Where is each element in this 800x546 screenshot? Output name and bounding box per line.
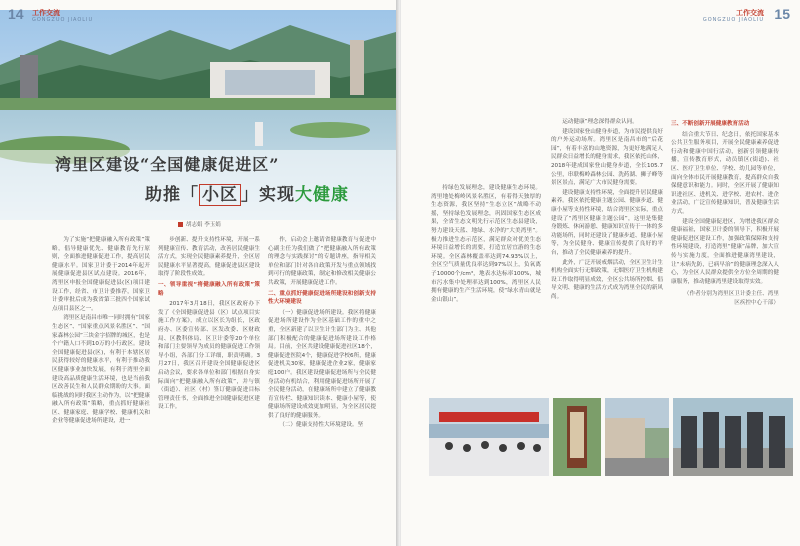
paragraph: 建设全国健康促进区，为增进我区群众健康福祉，国家卫计委的领导下，积极开展健康促进区建设工作，加强政策保障和支持性环境建设，打造湾里“健康”品牌，加大宣传与实施力度，全面推进健康湾里建设，让“未病先防，已病早治”的健康理念深入人心，为全区人民群众提供全方位全周期的健康服务，推动健康湾里建设取得实效。 (671, 218, 779, 285)
author-note: （作者分别为湾里区卫计委主任、湾里区疾控中心干部） (683, 291, 779, 306)
photo-street (605, 398, 669, 476)
page-number-right: 15 (774, 6, 790, 22)
section-heading-1: 一、领导重视“将健康融入所有政策”策略 (158, 281, 260, 297)
paragraph: （二）健康支持性大环境建设。坚 (279, 422, 364, 429)
paragraph: 建设健康支持性环境，全面提升居民健康素养。我区依托健康主题公园、健康步道、健康小屋等支持性环境，结合湾里区实际，重点建设了“湾里区健康主题公园”，这里是集健身锻炼、休闲游憩、健康知识宣传于一体的多功能场所，同时还建设了健康步道、健康小屋等，为全民健身、健康宣传提供了良好的平台，推动了全民健康素养的提升。 (551, 189, 663, 256)
page-number-left: 14 (8, 6, 24, 22)
paragraph: 结合重大节日、纪念日，依托国家基本公共卫生服务项目，开展全民健康素养促进行动和健康中国行活动，创新引领健康传播，宣传教育形式，动员镇区(街道)、社区、医疗卫生单位、学校、幼儿园等单位，面向全体市民开展健康教育，提高群众自我保健意识和能力。同时，全区开展了健康知识进社区、进机关、进学校、进农村、进企业活动，广泛宣传健康知识，普及健康生活方式。 (671, 131, 779, 215)
paragraph: 此外，广泛开展戒烟活动，全区卫生计生机构全面实行无烟政策，无烟医疗卫生机构建设工作取得明显成效，全区公共场所控烟、倡导文明、健康的生活方式成为湾里全民的新风尚。 (551, 259, 663, 300)
left-column-3 (268, 236, 376, 536)
right-column-1 (431, 184, 541, 394)
section-label-left: 工作交流 (32, 9, 60, 17)
article-title-line1: 湾里区建设“全国健康促进区” (55, 155, 280, 174)
title-part-a: 助推 (145, 185, 181, 205)
left-page (0, 0, 398, 546)
section-pinyin-right: GONGZUO JIAOLIU (702, 17, 764, 23)
left-column-2 (158, 236, 260, 536)
paragraph: 步创新、提升支持性环境，开展一系列健康宣传、教育活动，改善居民健康生活方式，实现全民健康素养提升，全区居民健康水平显著提高，健康促进县区建设取得了阶段性成效。 (158, 237, 260, 278)
title-highlight: 大健康 (295, 185, 349, 205)
paragraph: 持绿色发展理念，建设健康生态环境。湾里地处梅岭风景名胜区，有着得天独厚的生态资源，我区坚持“生态立区”战略不动摇，坚持绿色发展理念，巩固国家生态区成果，全省生态文明先行示范区生态县建设，努力建设天蓝、地绿、水净的“大美湾里”。极力推进生态示范区，满足群众对优美生态环境日益增长的需要，打造宜居宜游的生态环境。全区森林覆盖率达到74.93%以上，全区空气质量优良率达到97%以上，负氧离子10000个/cm³，地表水达标率100%，城市污水集中处理率达到100%，湾里区人民拥有健康的生产生活环境，使“绿水青山就是金山银山”。 (431, 185, 541, 303)
photo-event (429, 398, 549, 476)
right-page (401, 0, 800, 546)
paragraph: 湾里区是南昌市唯一同时拥有“国家生态区”、“国家重点风景名胜区”、“国家森林公园”三块金字招牌的城区，也是个户籍人口不到10万的小行政区。建设全国健康促进县(区)，有利于本辖区居民获得较好的健康水平，有利于推动我区健康事业加快发展，有利于湾里全面建设高品质健康生活环境，也是当前我区改善民生和人民群众期盼的大事。面临挑战的同时我区主动作为，以“把健康融入所有政策”策略，重点抓好健康社区、健康家庭、健康学校、健康机关和企业等健康促进场所建设，进一 (52, 315, 150, 425)
paragraph: 为了实施“把健康融入所有政策”策略，倡导健康优先、健康教育先行原则，全面推进健康促进工作，提高居民健康水平。国家卫计委于2014年起开展健康促进县区试点建设。2016年，湾里区申报全国健康促进县(区)项目建设工作，经省、市卫计委推荐，国家卫计委审批后成为我省第三批四个国家试点项目县区之一。 (52, 237, 150, 312)
left-column-1 (52, 236, 150, 536)
right-column-3 (671, 118, 779, 394)
paragraph: （一）健康促进场所建设。我区将健康促进场所建设作为全区基础工作的重中之重，全区新建了以卫生计生部门为主、其他部门积极配合的健康促进场所建设工作格局。目前，全区共建设健康促进社区18个，健康促进医院4个，健康促进学校6所，健康促进机关30家，健康促进企业2家，健康家庭100户。我区建设健康促进场所与全民健身活动有机结合，利用健康促进场所开展了全民健身活动，在健康场所中建立了健康教育宣传栏、健康知识读本、健康小屋等，使健康场所建设成效更加明显，为全区居民提供了良好的健康服务。 (268, 309, 376, 419)
paragraph: 作，启动会上邀请省健康教育与促进中心副主任为我们做了“把健康融入所有政策的理念与实践探讨”的专题讲座，指导相关单位和部门针对各自政策开发与重点领域找到可行的健康政策，制定和修改相关健康公共政策，开展健康促进工作。 (268, 237, 376, 286)
section-heading-3: 三、不断创新开展健康教育活动 (671, 121, 750, 127)
title-part-b: 实现 (259, 185, 295, 205)
photo-boards (673, 398, 793, 476)
section-heading-2: 二、重点抓好健康促进场所建设和创新支持性大环境建设 (268, 290, 376, 306)
title-boxed-word: 小区 (199, 184, 241, 206)
photo-sign (553, 398, 601, 476)
section-pinyin-left: GONGZUO JIAOLIU (32, 17, 94, 23)
section-label-right: 工作交流 (736, 9, 764, 17)
paragraph: 运动健康”理念深得群众认同。 (562, 119, 638, 125)
article-title-line2: 助推「 小区 」实现大健康 (145, 185, 349, 205)
right-column-2 (551, 118, 663, 394)
paragraph: 建设国家登山健身步道，为市民提供良好的户外运动场所。湾里区是南昌市的“后花园”，有着丰富的山地资源，为更好地满足人民群众日益增长的健身需求，我区依托山体，2018年建成国家登山健身步道，全长105.7公里，串联梅岭森林公园、洗药湖、狮子峰等景区景点，满足广大市民健身需要。 (551, 128, 663, 187)
paragraph: 2017年3月18日，我区区政府办下发了《全国健康促进县（区）试点项目实施工作方案》，成立以区长为组长，区政府办、区委宣传部、区发改委、区财政局、区教科体局、区卫计委等20个单位和部门主要领导为成员的健康促进工作领导小组，各部门分工详细，职责明确。3月27日，我区召开建设全国健康促进区启动会议，要求各单位和部门根据自身实际面向“把健康融入所有政策”，并与镇（街道）、社区（村）签订健康促进目标管理责任书，全面推进全国健康促进区建设工作。 (158, 301, 260, 411)
article-author: 胡志娟 李玉娟 (178, 220, 221, 228)
